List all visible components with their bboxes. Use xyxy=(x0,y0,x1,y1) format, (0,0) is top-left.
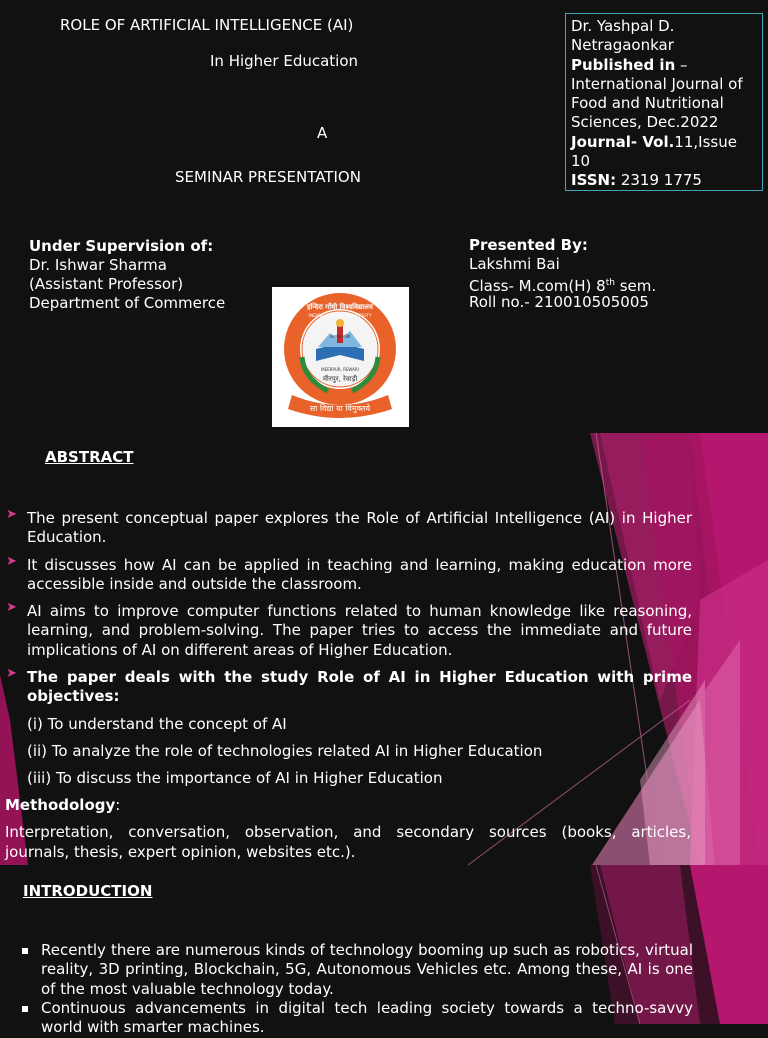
published-line xyxy=(571,56,757,75)
methodology-text-line-2: journals, thesis, expert opinion, websites etc.). xyxy=(5,842,356,861)
arrow-bullet-icon: ➤ xyxy=(6,666,17,681)
abstract-bullet-4-text: The paper deals with the study Role of AI in Higher Education with prime objectives: xyxy=(27,668,692,706)
arrow-bullet-icon: ➤ xyxy=(6,554,17,569)
university-logo xyxy=(272,287,409,427)
journal-line-2: Food and Nutritional xyxy=(571,94,724,113)
logo-place-en: MEERPUR, REWARI xyxy=(321,367,359,372)
methodology-colon: : xyxy=(115,796,121,814)
issn-value: 2319 1775 xyxy=(616,171,702,190)
author-surname: Netragaonkar xyxy=(571,36,674,55)
methodology-text xyxy=(5,823,691,862)
volume-label: Journal- Vol. xyxy=(571,132,675,151)
author-name: Dr. Yashpal D. xyxy=(571,17,675,35)
abstract-heading: ABSTRACT xyxy=(45,448,134,466)
published-dash: – xyxy=(675,55,688,74)
abstract-bullet-3-text: AI aims to improve computer functions related to human knowledge like reasoning, learning, and problem-solving. The paper tries to access the immediate and future implications of AI on different areas of Higher Education. xyxy=(27,602,692,659)
logo-top-text: इन्दिरा गाँधी विश्वविद्यालय xyxy=(307,303,373,311)
university-seal-icon xyxy=(272,287,409,427)
publication-info-box xyxy=(565,13,763,191)
methodology-text-line-1: Interpretation, conversation, observation, and secondary sources (books, articles, xyxy=(5,823,691,841)
presenter-class-suffix: sem. xyxy=(614,277,657,295)
title-line-4: SEMINAR PRESENTATION xyxy=(175,168,361,186)
arrow-bullet-icon: ➤ xyxy=(6,600,17,615)
presenter-roll: Roll no.- 210010505005 xyxy=(469,293,649,311)
presenter-label: Presented By: xyxy=(469,236,588,254)
published-label: Published in xyxy=(571,55,676,74)
journal-line-3: Sciences, Dec.2022 xyxy=(571,113,719,132)
intro-bullet-2-text: Continuous advancements in digital tech leading society towards a techno-savvy world with smarter machines. xyxy=(41,999,693,1037)
logo-english-text: INDIRA GANDHI UNIVERSITY xyxy=(308,314,372,319)
volume-value: 11,Issue xyxy=(674,132,737,151)
logo-place-hi: मीरपुर, रेवाड़ी xyxy=(322,375,358,383)
objective-1: (i) To understand the concept of AI xyxy=(27,715,287,733)
title-line-2: In Higher Education xyxy=(210,52,359,70)
issn-label: ISSN: xyxy=(571,171,617,190)
methodology-label: Methodology xyxy=(5,796,116,814)
methodology-line xyxy=(5,796,120,816)
abstract-bullet-1-text: The present conceptual paper explores the Role of Artificial Intelligence (AI) in Higher Education. xyxy=(27,509,692,547)
presenter-class-prefix: Class- M.com(H) 8 xyxy=(469,277,606,295)
presenter-name: Lakshmi Bai xyxy=(469,255,560,273)
issue-value: 10 xyxy=(571,152,591,171)
square-bullet-icon xyxy=(22,1006,28,1012)
supervisor-department: Department of Commerce xyxy=(29,294,226,312)
supervisor-name: Dr. Ishwar Sharma xyxy=(29,256,167,274)
supervisor-designation: (Assistant Professor) xyxy=(29,275,184,293)
introduction-heading: INTRODUCTION xyxy=(23,882,153,900)
supervision-label: Under Supervision of: xyxy=(29,237,214,255)
abstract-bullet-2-text: It discusses how AI can be applied in teaching and learning, making education more accessible inside and outside the classroom. xyxy=(27,556,692,594)
square-bullet-icon xyxy=(22,948,28,954)
volume-line xyxy=(571,133,757,152)
objective-2: (ii) To analyze the role of technologies related AI in Higher Education xyxy=(27,742,543,760)
title-line-3: A xyxy=(317,124,328,142)
intro-bullet-1-text: Recently there are numerous kinds of technology booming up such as robotics, virtual reality, 3D printing, Blockchain, 5G, Autonomous Vehicles etc. Among these, AI is one of the most valuable technology today. xyxy=(41,941,693,998)
objective-3: (iii) To discuss the importance of AI in Higher Education xyxy=(27,769,443,787)
logo-ribbon-text: ज्ञानमेव शक्ति xyxy=(330,334,350,339)
logo-motto: सा विद्या या विमुक्तये xyxy=(309,404,371,413)
issn-line xyxy=(571,171,757,190)
arrow-bullet-icon: ➤ xyxy=(6,507,17,522)
title-line-1: ROLE OF ARTIFICIAL INTELLIGENCE (AI) xyxy=(60,16,354,34)
journal-line-1: International Journal of xyxy=(571,74,743,93)
presenter-class-sup: th xyxy=(605,278,615,288)
